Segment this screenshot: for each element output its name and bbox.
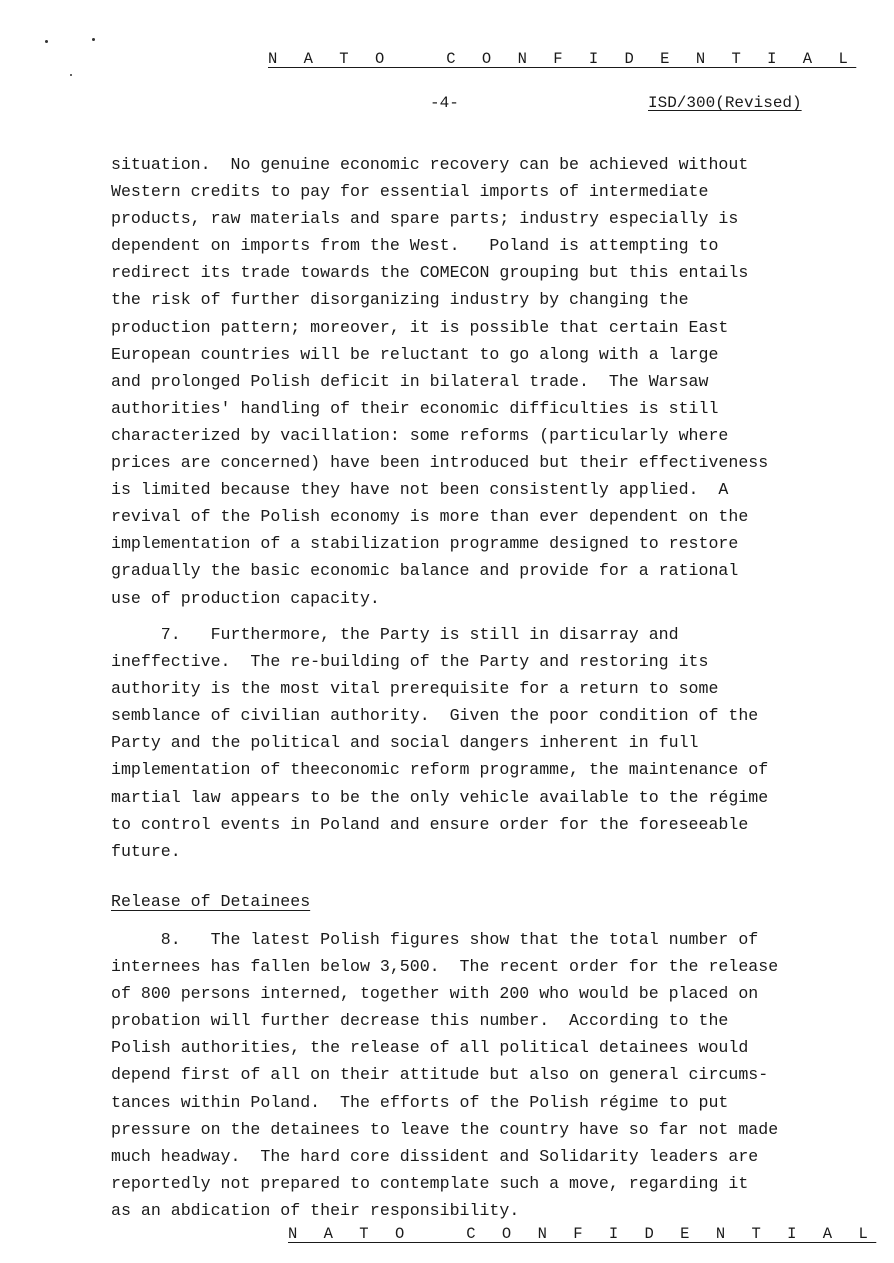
scan-speck bbox=[92, 38, 95, 41]
paragraph-8: 8. The latest Polish figures show that the total number of internees has fallen below 3,500. The recent order for the release of 800 persons interned, together with 200 who would be placed on probation will further decrease this number. According to the Polish authorities, the release of all political detainees would depend first of all on their attitude but also on general circums- tances within Poland. The efforts of the Polish régime to put pressure on the detainees to leave the country have so far not made much headway. The hard core dissident and Solidarity leaders are reportedly not prepared to contemplate such a move, regarding it as an abdication of their responsibility. bbox=[111, 930, 779, 1220]
page-number: -4- bbox=[430, 94, 459, 112]
paragraph-7: 7. Furthermore, the Party is still in disarray and ineffective. The re-building of the Party and restoring its authority is the most vital prerequisite for a return to some semblance of civilian authority. Given the poor condition of the Party and the political and social dangers inherent in full implementation of theeconomic reform programme, the maintenance of martial law appears to be the only vehicle available to the régime to control events in Poland and ensure order for the foreseeable future. bbox=[111, 625, 769, 861]
scan-speck bbox=[45, 40, 48, 43]
classification-header: N A T O C O N F I D E N T I A L bbox=[268, 50, 857, 68]
paragraph-situation: situation. No genuine economic recovery can be achieved without Western credits to pay for essential imports of intermediate products, raw materials and spare parts; industry especially is dependent on imports from the West. Poland is attempting to redirect its trade towards the COMECON grouping but this entails the risk of further disorganizing industry by changing the production pattern; moreover, it is possible that certain East European countries will be reluctant to go along with a large and prolonged Polish deficit in bilateral trade. The Warsaw authorities' handling of their economic difficulties is still characterized by vacillation: some reforms (particularly where prices are concerned) have been introduced but their effectiveness is limited because they have not been consistently applied. A revival of the Polish economy is more than ever dependent on the implementation of a stabilization programme designed to restore gradually the basic economic balance and provide for a rational use of production capacity. bbox=[111, 155, 769, 608]
scan-speck bbox=[70, 74, 72, 76]
document-reference: ISD/300(Revised) bbox=[648, 94, 802, 112]
section-heading-release-of-detainees: Release of Detainees bbox=[111, 892, 311, 911]
classification-footer: N A T O C O N F I D E N T I A L bbox=[288, 1225, 877, 1243]
